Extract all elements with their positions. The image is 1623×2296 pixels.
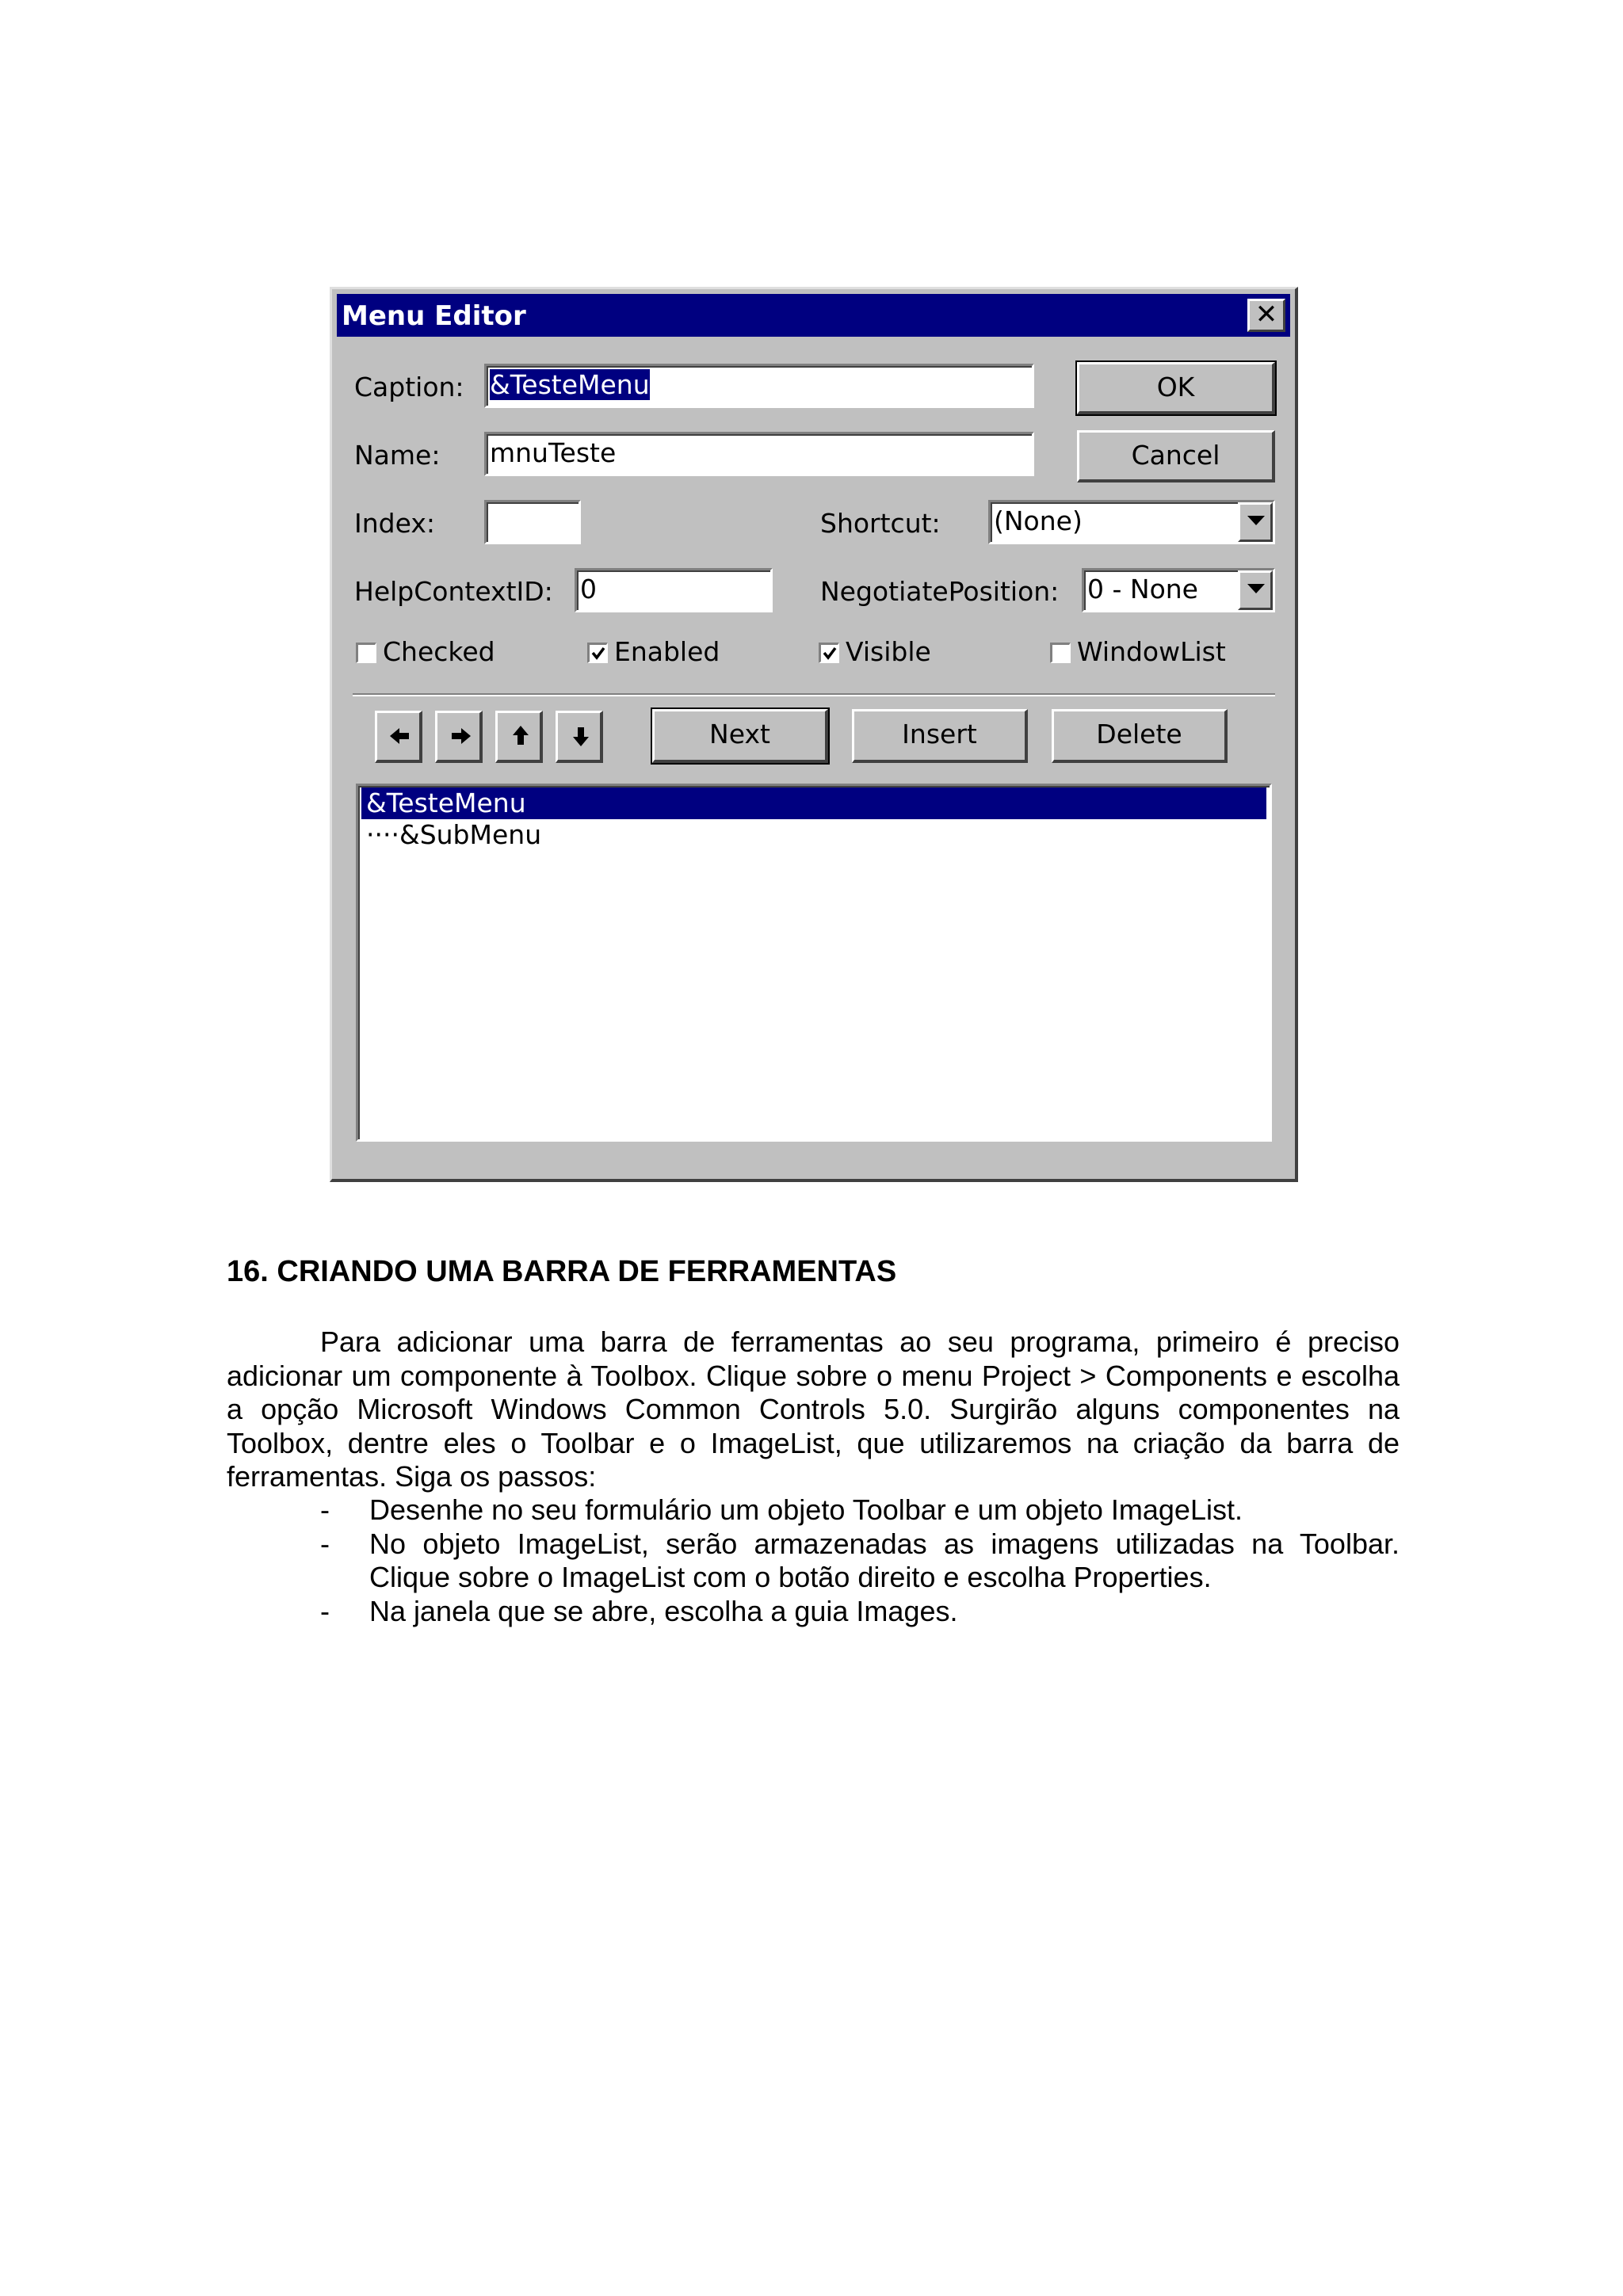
delete-button[interactable]: Delete	[1052, 709, 1228, 763]
helpcontext-value: 0	[580, 574, 597, 605]
caption-label: Caption:	[354, 372, 464, 402]
negotiate-dropdown-button[interactable]	[1238, 570, 1273, 610]
name-label: Name:	[354, 440, 441, 471]
dialog-title: Menu Editor	[342, 300, 526, 332]
windowlist-label: WindowList	[1077, 636, 1226, 667]
list-item[interactable]: ····&SubMenu	[366, 819, 542, 850]
index-input[interactable]	[484, 500, 581, 544]
arrow-up-icon	[509, 724, 533, 748]
chevron-down-icon	[1247, 584, 1265, 595]
helpcontext-input[interactable]	[575, 568, 773, 612]
helpcontext-label: HelpContextID:	[354, 576, 553, 607]
name-value: mnuTeste	[490, 437, 617, 468]
bullet-text: Na janela que se abre, escolha a guia Images.	[369, 1594, 958, 1627]
insert-button[interactable]: Insert	[852, 709, 1028, 763]
steps-list	[227, 1493, 1400, 1628]
windowlist-checkbox[interactable]	[1050, 643, 1071, 663]
shortcut-select[interactable]	[988, 500, 1275, 544]
bullet-marker: -	[320, 1594, 330, 1627]
negotiate-label: NegotiatePosition:	[820, 576, 1060, 607]
enabled-checkbox[interactable]	[587, 643, 608, 663]
chevron-down-icon	[1247, 516, 1265, 527]
bullet-text: Desenhe no seu formulário um objeto Toolbar e um objeto ImageList.	[369, 1493, 1243, 1526]
menu-items-list[interactable]	[356, 784, 1272, 1142]
arrow-down-icon	[569, 724, 593, 748]
move-left-button[interactable]	[375, 711, 422, 763]
close-icon: ✕	[1254, 299, 1278, 330]
list-item	[227, 1595, 1400, 1629]
checked-checkbox[interactable]	[356, 643, 376, 663]
shortcut-label: Shortcut:	[820, 508, 941, 539]
menu-editor-dialog	[330, 287, 1298, 1182]
bullet-marker: -	[320, 1493, 330, 1526]
separator	[353, 693, 1275, 696]
visible-checkbox[interactable]	[819, 643, 839, 663]
bullet-marker: -	[320, 1527, 330, 1560]
caption-input[interactable]	[484, 364, 1034, 408]
arrow-right-icon	[449, 724, 472, 748]
caption-value: &TesteMenu	[490, 369, 650, 400]
bullet-text: No objeto ImageList, serão armazenadas as imagens utilizadas na Toolbar. Clique sobre o ImageList com o botão direito e escolha Properties.	[369, 1527, 1400, 1593]
cancel-button[interactable]: Cancel	[1077, 430, 1275, 482]
enabled-label: Enabled	[614, 636, 720, 667]
move-right-button[interactable]	[435, 711, 483, 763]
section-heading: 16. CRIANDO UMA BARRA DE FERRAMENTAS	[227, 1255, 897, 1288]
shortcut-value: (None)	[994, 505, 1083, 536]
close-button[interactable]	[1247, 299, 1285, 332]
checked-label: Checked	[383, 636, 495, 667]
body-paragraph: Para adicionar uma barra de ferramentas ao seu programa, primeiro é preciso adicionar um componente à Toolbox. Clique sobre o menu Project > Components e escolha a opção Microsoft Windows Common Controls 5.0. Surgirão alguns componentes na Toolbox, dentre eles o Toolbar e o ImageList, que utilizaremos na criação da barra de ferramentas. Siga os passos:	[227, 1325, 1400, 1493]
list-item	[227, 1527, 1400, 1595]
next-button[interactable]: Next	[652, 709, 828, 763]
list-item[interactable]: &TesteMenu	[361, 788, 1266, 819]
move-down-button[interactable]	[556, 711, 603, 763]
list-item	[227, 1493, 1400, 1527]
move-up-button[interactable]	[495, 711, 543, 763]
negotiate-select[interactable]	[1082, 568, 1275, 612]
name-input[interactable]	[484, 432, 1034, 476]
shortcut-dropdown-button[interactable]	[1238, 502, 1273, 542]
arrow-left-icon	[388, 724, 412, 748]
checkmark-icon	[821, 645, 838, 662]
index-label: Index:	[354, 508, 435, 539]
ok-button[interactable]: OK	[1077, 362, 1275, 414]
visible-label: Visible	[846, 636, 931, 667]
negotiate-value: 0 - None	[1087, 574, 1198, 605]
title-bar	[337, 294, 1290, 337]
checkmark-icon	[590, 645, 607, 662]
